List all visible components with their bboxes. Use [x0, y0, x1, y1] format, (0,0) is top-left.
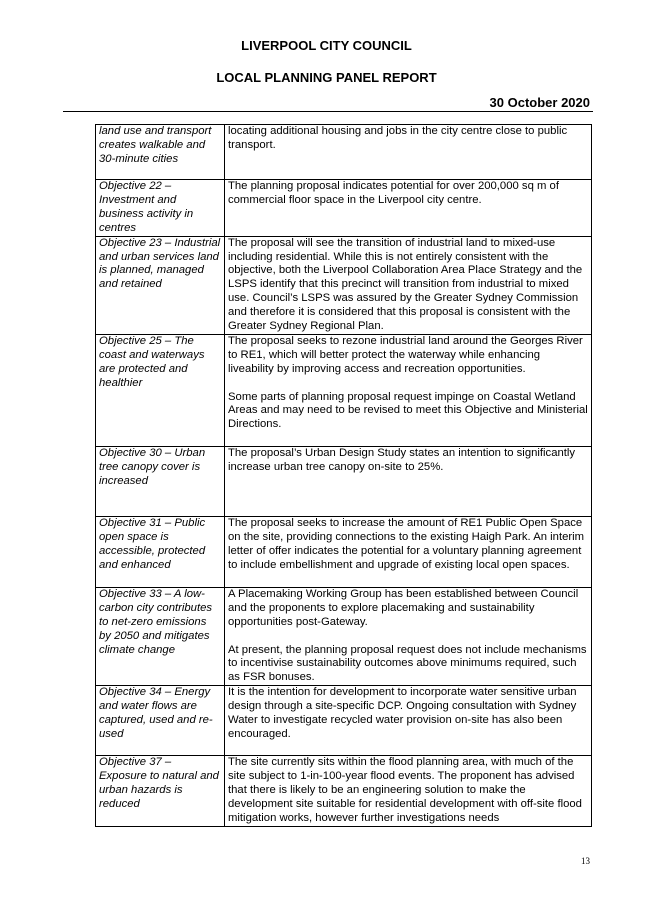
response-paragraph: locating additional housing and jobs in the city centre close to public transport. — [228, 125, 568, 151]
response-cell — [225, 236, 592, 334]
objective-cell: Objective 23 – Industrial and urban services land is planned, managed and retained — [96, 236, 225, 334]
objective-cell: Objective 37 – Exposure to natural and urban hazards is reduced — [96, 756, 225, 827]
table-row — [96, 756, 592, 827]
response-paragraph: The proposal seeks to increase the amount of RE1 Public Open Space on the site, providing connections to the existing Haigh Park. An interim letter of offer indicates the potential for a voluntary planning agreement to include embellishment and upgrade of existing local open spaces. — [228, 516, 585, 571]
table-row — [96, 446, 592, 516]
response-cell — [225, 756, 592, 827]
table-row — [96, 587, 592, 685]
response-paragraph: The proposal will see the transition of industrial land to mixed-use including residential. While this is not entirely consistent with the objective, both the Liverpool Collaboration Area Place Strategy and the LSPS identify that this precinct will transition from industrial to mixed use. Council’s LSPS was assured by the Greater Sydney Commission and therefore it is considered that this proposal is consistent with the Greater Sydney Regional Plan. — [228, 236, 583, 333]
objective-cell: Objective 34 – Energy and water flows are captured, used and re-used — [96, 686, 225, 756]
objective-cell: Objective 33 – A low-carbon city contributes to net-zero emissions by 2050 and mitigates climate change — [96, 587, 225, 685]
response-paragraph: The proposal’s Urban Design Study states an intention to significantly increase urban tree canopy on-site to 25%. — [228, 446, 576, 473]
response-paragraph: The proposal seeks to rezone industrial land around the Georges River to RE1, which will better protect the waterway while enhancing liveability by improving access and recreation opportunities. — [228, 334, 583, 375]
objective-cell: Objective 30 – Urban tree canopy cover is increased — [96, 446, 225, 516]
response-paragraph: A Placemaking Working Group has been established between Council and the proponents to explore placemaking and sustainability opportunities post-Gateway. — [228, 587, 579, 628]
table-row — [96, 334, 592, 446]
table-row — [96, 180, 592, 237]
response-paragraph: At present, the planning proposal request does not include mechanisms to incentivise sustainability outcomes above minimums required, such as FSR bonuses. — [228, 643, 587, 684]
council-title: LIVERPOOL CITY COUNCIL — [241, 38, 412, 53]
response-paragraph: Some parts of planning proposal request impinge on Coastal Wetland Areas and may need to be revised to meet this Objective and Ministerial Directions. — [228, 390, 588, 431]
header-divider — [63, 111, 593, 112]
report-title: LOCAL PLANNING PANEL REPORT — [216, 70, 437, 85]
response-cell — [225, 446, 592, 516]
response-paragraph: The planning proposal indicates potential for over 200,000 sq m of commercial floor space in the Liverpool city centre. — [228, 180, 559, 206]
objective-cell: land use and transport creates walkable and 30-minute cities — [96, 125, 225, 180]
report-date: 30 October 2020 — [489, 95, 590, 110]
table-row — [96, 125, 592, 180]
response-cell — [225, 587, 592, 685]
objectives-table — [95, 124, 592, 827]
response-cell — [225, 125, 592, 180]
response-cell — [225, 686, 592, 756]
objective-cell: Objective 25 – The coast and waterways are protected and healthier — [96, 334, 225, 446]
objective-cell: Objective 31 – Public open space is accessible, protected and enhanced — [96, 516, 225, 587]
page-number: 13 — [581, 856, 590, 866]
response-cell — [225, 516, 592, 587]
objective-cell: Objective 22 – Investment and business activity in centres — [96, 180, 225, 237]
table-row — [96, 516, 592, 587]
response-cell — [225, 334, 592, 446]
response-paragraph: It is the intention for development to incorporate water sensitive urban design through a site-specific DCP. Ongoing consultation with Sydney Water to investigate recycled water provision on-site has also been encouraged. — [228, 686, 577, 741]
response-paragraph: The site currently sits within the flood planning area, with much of the site subject to 1-in-100-year flood events. The proponent has advised that there is likely to be an engineering solution to make the development site suitable for residential development with off-site flood mitigation works, however further investigations needs — [228, 756, 582, 824]
table-row — [96, 236, 592, 334]
response-cell — [225, 180, 592, 237]
table-row — [96, 686, 592, 756]
